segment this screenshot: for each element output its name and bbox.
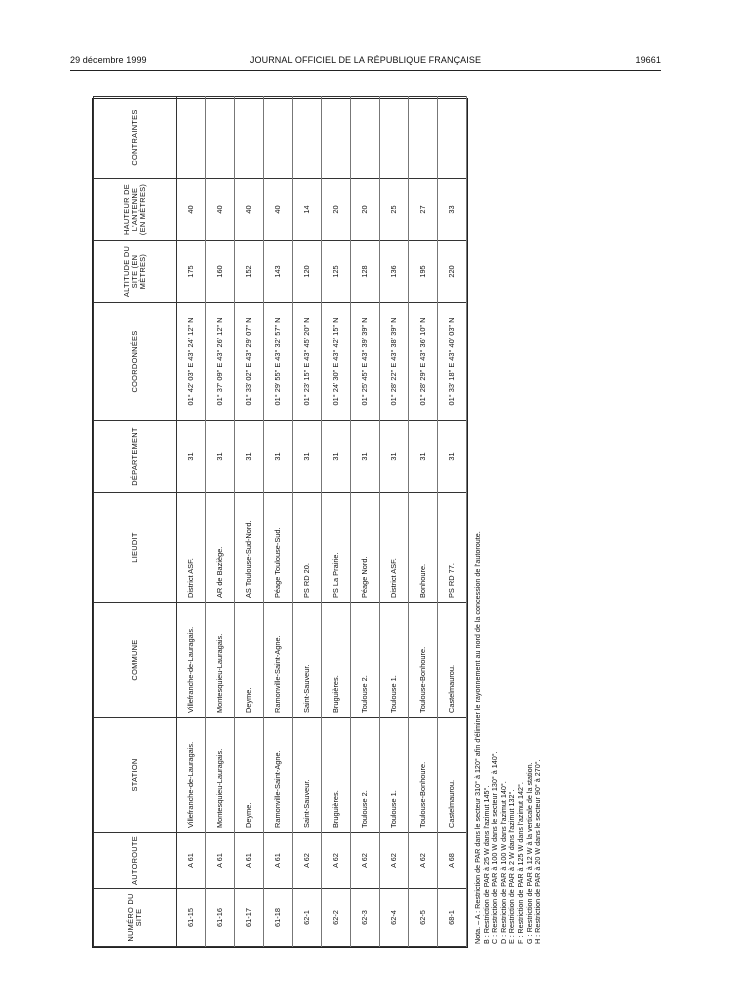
table-cell: Deyme. (235, 603, 264, 718)
table-row (177, 97, 206, 947)
table-row (264, 97, 293, 947)
table-cell (380, 97, 409, 179)
table-cell: A 61 (177, 833, 206, 889)
table-cell: 27 (409, 179, 438, 241)
table-cell: Toulouse 1. (380, 718, 409, 833)
table-row (380, 97, 409, 947)
table-cell: 152 (235, 241, 264, 303)
table-cell: 31 (351, 421, 380, 493)
table-row (438, 97, 467, 947)
table-cell: 33 (438, 179, 467, 241)
table-cell: 01° 25' 45" E 43° 39' 39" N (351, 303, 380, 421)
table-cell: Villefranche-de-Lauragais. (177, 603, 206, 718)
table-cell: 40 (177, 179, 206, 241)
table-cell: 61-18 (264, 889, 293, 947)
table-cell: 175 (177, 241, 206, 303)
table-cell: 31 (235, 421, 264, 493)
note-line: H : Restriction de PAR à 20 W dans le secteur 90° à 270°. (533, 759, 543, 944)
table-cell: PS La Prairie. (322, 493, 351, 603)
table-cell: 120 (293, 241, 322, 303)
table-cell: Deyme. (235, 718, 264, 833)
table-cell: 62-3 (351, 889, 380, 947)
table-cell: Bonhoure. (409, 493, 438, 603)
table-cell: 143 (264, 241, 293, 303)
table-cell: Ramonville-Saint-Agne. (264, 718, 293, 833)
column-header: LIEUDIT (94, 493, 177, 603)
table-cell: 31 (293, 421, 322, 493)
column-header: COMMUNE (94, 603, 177, 718)
table-cell: Villefranche-de-Lauragais. (177, 718, 206, 833)
table-cell: 31 (322, 421, 351, 493)
table-cell: 40 (235, 179, 264, 241)
table-cell: 01° 33' 18" E 43° 40' 03" N (438, 303, 467, 421)
table-cell: A 62 (293, 833, 322, 889)
table-cell: 61-15 (177, 889, 206, 947)
header-rule (70, 70, 661, 71)
table-cell (438, 97, 467, 179)
table-cell: AS Toulouse-Sud-Nord. (235, 493, 264, 603)
table-row (409, 97, 438, 947)
table-cell: 136 (380, 241, 409, 303)
table-cell: 25 (380, 179, 409, 241)
table-cell: 20 (351, 179, 380, 241)
column-header: DÉPARTEMENT (94, 421, 177, 493)
note-line: G : Restriction de PAR à 12 W à la verticale de la station. (524, 762, 534, 944)
note-line: B : Restriction de PAR à 25 W dans l'azimut 145°. (481, 785, 491, 944)
note-line: E : Restriction de PAR à 2 W dans l'azimut 132°. (507, 789, 517, 944)
table-cell: 62-2 (322, 889, 351, 947)
table-cell: 220 (438, 241, 467, 303)
table-cell: 160 (206, 241, 235, 303)
column-header: STATION (94, 718, 177, 833)
header-journal-title: JOURNAL OFFICIEL DE LA RÉPUBLIQUE FRANÇAISE (249, 55, 482, 65)
table-cell: 31 (409, 421, 438, 493)
table-cell: Péage Nord. (351, 493, 380, 603)
table-cell: 61-16 (206, 889, 235, 947)
table-cell: Saint-Sauveur. (293, 718, 322, 833)
table-cell: A 62 (409, 833, 438, 889)
table-cell: 31 (206, 421, 235, 493)
table-cell: PS RD 20. (293, 493, 322, 603)
table-row (351, 97, 380, 947)
table-cell: A 62 (351, 833, 380, 889)
table-cell: PS RD 77. (438, 493, 467, 603)
table-cell: Castelmaurou. (438, 603, 467, 718)
table-cell (206, 97, 235, 179)
table-cell: 195 (409, 241, 438, 303)
table-cell: 20 (322, 179, 351, 241)
column-header: CONTRAINTES (94, 97, 177, 179)
table-cell: Toulouse 1. (380, 603, 409, 718)
table-cell: District ASF. (177, 493, 206, 603)
table-header (94, 97, 177, 947)
table-cell (177, 97, 206, 179)
table-cell: A 62 (380, 833, 409, 889)
table-cell: 14 (293, 179, 322, 241)
table-cell: 01° 24' 30" E 43° 42' 15" N (322, 303, 351, 421)
table-cell: 62-1 (293, 889, 322, 947)
table-cell: 31 (380, 421, 409, 493)
table-cell: A 68 (438, 833, 467, 889)
table-cell: 128 (351, 241, 380, 303)
table-cell: 31 (438, 421, 467, 493)
table-cell: Toulouse-Bonhoure. (409, 718, 438, 833)
header-date: 29 décembre 1999 (70, 55, 147, 65)
table-cell: 31 (177, 421, 206, 493)
note-line: C : Restriction de PAR à 100 W dans le secteur 130° à 140°. (490, 751, 500, 944)
table-frame (92, 98, 468, 948)
table-cell: Péage Toulouse-Sud. (264, 493, 293, 603)
column-header: NUMÉRO DU SITE (94, 889, 177, 947)
note-line: Nota. – A : Restriction de PAR dans le secteur 310° à 120° afin d'éliminer le rayonnement au nord de la concession de l'autoroute. (473, 531, 482, 944)
table-cell: 01° 33' 02" E 43° 29' 07" N (235, 303, 264, 421)
table-cell: 01° 28' 29" E 43° 36' 10" N (409, 303, 438, 421)
table-body (177, 97, 467, 947)
table-cell: Toulouse 2. (351, 718, 380, 833)
table-cell (322, 97, 351, 179)
table-cell: 40 (264, 179, 293, 241)
table-cell: 125 (322, 241, 351, 303)
table-cell (351, 97, 380, 179)
table-cell: Ramonville-Saint-Agne. (264, 603, 293, 718)
table-row (322, 97, 351, 947)
notes-block (474, 124, 543, 948)
table-cell: 01° 23' 15" E 43° 45' 20" N (293, 303, 322, 421)
table-cell: 68-1 (438, 889, 467, 947)
rotated-table-block (92, 98, 543, 948)
table-cell: A 62 (322, 833, 351, 889)
table-cell: AR de Baziège. (206, 493, 235, 603)
table-cell: 31 (264, 421, 293, 493)
table-row (293, 97, 322, 947)
table-cell: 01° 37' 09" E 43° 26' 12" N (206, 303, 235, 421)
table-cell (264, 97, 293, 179)
table-cell: A 61 (206, 833, 235, 889)
note-line: F : Restriction de PAR à 125 W dans l'azimut 142°. (515, 782, 525, 944)
table-cell: Toulouse-Bonhoure. (409, 603, 438, 718)
table-cell: A 61 (235, 833, 264, 889)
stations-table (93, 96, 467, 947)
table-cell: Toulouse 2. (351, 603, 380, 718)
table-row (206, 97, 235, 947)
table-cell: Saint-Sauveur. (293, 603, 322, 718)
table-cell: Bruguières. (322, 718, 351, 833)
column-header: COORDONNÉES (94, 303, 177, 421)
column-header: ALTITUDE DU SITE (EN MÈTRES) (94, 241, 177, 303)
note-line: D : Restriction de PAR à 100 W dans l'azimut 140°. (498, 781, 508, 944)
table-cell: Montesquieu-Lauragais. (206, 603, 235, 718)
table-cell (409, 97, 438, 179)
table-row (235, 97, 264, 947)
table-cell: 01° 29' 55" E 43° 32' 57" N (264, 303, 293, 421)
column-header: AUTOROUTE (94, 833, 177, 889)
table-cell: 61-17 (235, 889, 264, 947)
table-cell (235, 97, 264, 179)
table-cell: Castelmaurou. (438, 718, 467, 833)
table-cell: 01° 28' 22" E 43° 38' 39" N (380, 303, 409, 421)
table-cell: A 61 (264, 833, 293, 889)
table-cell: Montesquieu-Lauragais. (206, 718, 235, 833)
column-header: HAUTEUR DE L'ANTENNE (EN MÈTRES) (94, 179, 177, 241)
table-cell: 62-4 (380, 889, 409, 947)
table-cell: 40 (206, 179, 235, 241)
header-page-number: 19661 (635, 55, 661, 65)
table-cell: 01° 42' 03" E 43° 24' 12" N (177, 303, 206, 421)
table-cell (293, 97, 322, 179)
table-cell: District ASF. (380, 493, 409, 603)
table-cell: 62-5 (409, 889, 438, 947)
table-cell: Bruguières. (322, 603, 351, 718)
table-header-row (94, 97, 177, 947)
